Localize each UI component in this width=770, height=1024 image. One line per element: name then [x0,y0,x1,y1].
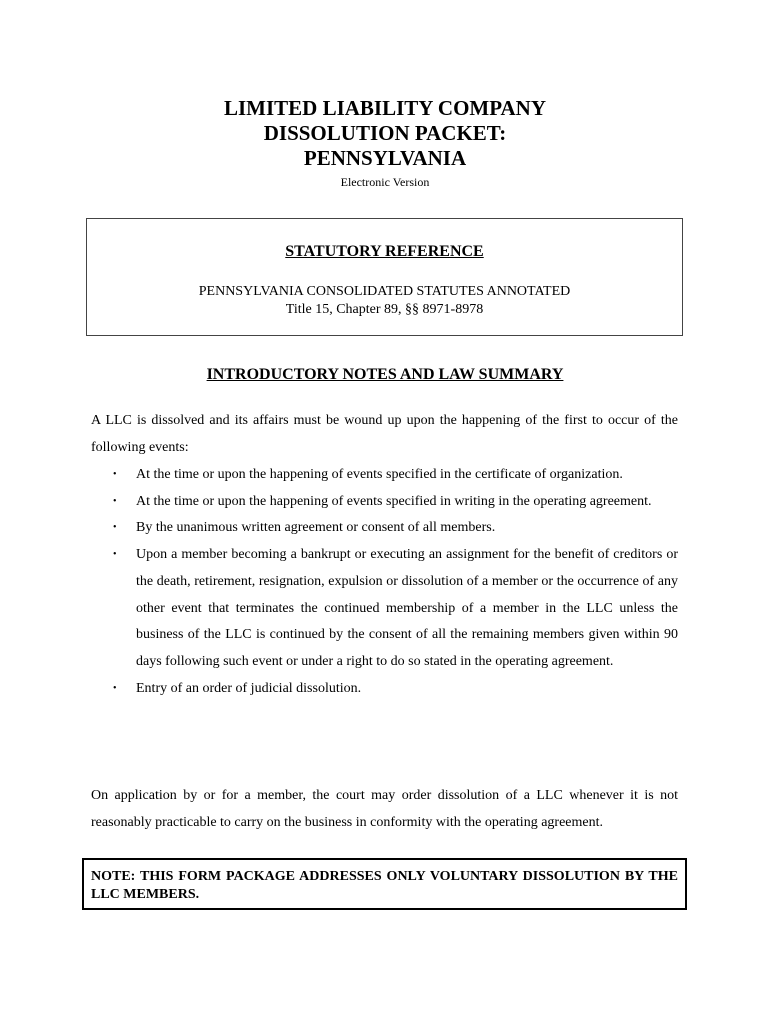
bullet-icon: • [113,495,117,507]
list-item-text: At the time or upon the happening of events specified in writing in the operating agreement. [136,493,652,509]
bullet-icon: • [113,469,117,480]
bullet-icon: • [113,549,117,561]
list-item-text: At the time or upon the happening of events specified in the certificate of organization. [136,467,623,482]
note-box [82,858,687,910]
list-item-text: Entry of an order of judicial dissolution. [136,680,362,696]
bullet-icon: • [113,522,117,534]
note-text: NOTE: THIS FORM PACKAGE ADDRESSES ONLY VOLUNTARY DISSOLUTION BY THE LLC MEMBERS. [91,869,678,902]
bullet-icon: • [113,682,117,694]
list-item [91,462,678,489]
title-line-3: PENNSYLVANIA [303,146,467,170]
statute-name: PENNSYLVANIA CONSOLIDATED STATUTES ANNOTATED [198,284,571,299]
statutory-reference-box [86,218,683,336]
statutory-reference-heading: STATUTORY REFERENCE [285,243,484,260]
intro-heading: INTRODUCTORY NOTES AND LAW SUMMARY [206,366,564,383]
list-item [91,676,678,703]
list-item [91,542,678,676]
list-item-text: By the unanimous written agreement or consent of all members. [136,520,496,536]
intro-paragraph-1: A LLC is dissolved and its affairs must be wound up upon the happening of the first to occur of the following events: [91,413,678,455]
intro-paragraph-2: On application by or for a member, the court may order dissolution of a LLC whenever it is not reasonably practicable to carry on the business in conformity with the operating agreement. [91,788,678,830]
list-item [91,489,678,516]
list-item-text: Upon a member becoming a bankrupt or executing an assignment for the benefit of creditors or the death, retirement, resignation, expulsion or dissolution of a member or the occurrence of any other event that terminates the continued membership of a member in the LLC unless the business of the LLC is continued by the consent of all the remaining members given within 90 days following such event or under a right to do so stated in the operating agreement. [136,547,678,669]
list-item [91,515,678,542]
title-line-1: LIMITED LIABILITY COMPANY [223,96,547,120]
statute-citation: Title 15, Chapter 89, §§ 8971-8978 [285,302,484,317]
document-title-block [0,96,770,189]
title-line-2: DISSOLUTION PACKET: [263,121,507,145]
subtitle: Electronic Version [340,175,430,189]
dissolution-events-list [91,462,678,702]
